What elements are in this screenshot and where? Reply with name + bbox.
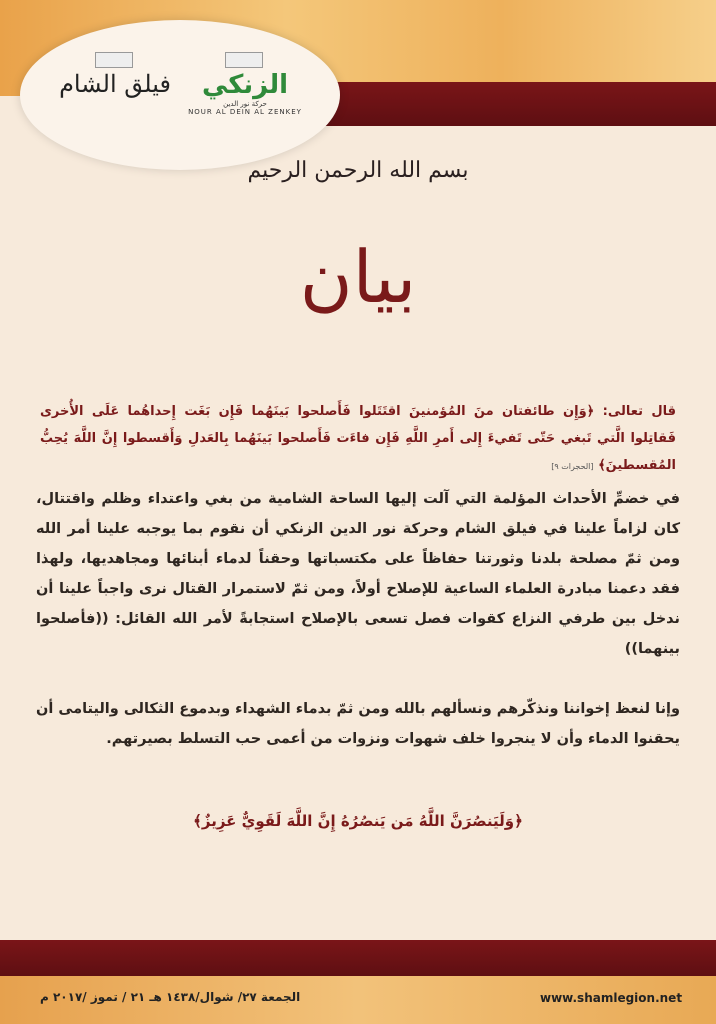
statement-paragraph: في خضمِّ الأحداث المؤلمة التي آلت إليها الساحة الشامية من بغي واعتداء وظلم واقتتال، كان لزاماً علينا في فيلق الشام وحركة نور الدين الزنكي أن نقوم بما يوجبه علينا أمر الله ومن ثمّ مصلحة بلدنا وثورتنا حفاظاً على مكتسباتها وحقناً لدماء أبنائها ومجاهديها، ولهذا فقد دعمنا مبادرة العلماء الساعية للإصلاح أولاً، ومن ثمّ لاستمرار القتال نرى واجباً علينا أن ندخل بين طرفي النزاع كقوات فصل تسعى بالإصلاح استجابةً لأمر الله القائل: ((فأصلحوا بينهما)) (36, 491, 680, 657)
footer (0, 976, 716, 1024)
quran-verse (40, 398, 676, 480)
verse-text: قال تعالى: ﴿وَإِن طائفتان منَ المُؤمنينَ اقتَتَلوا فَأَصلحوا بَينَهُما فَإِن بَغَت إِحداهُما عَلَى الأُخرى فَقاتِلوا الَّتي تَبغي حَتّى تَفيءَ إِلى أَمرِ اللَّهِ فَإِن فاءَت فَأَصلحوا بَينَهُما بِالعَدلِ وَأَقسطوا إِنَّ اللَّهَ يُحِبُّ المُقسطينَ﴾ (40, 404, 676, 473)
verse-reference: [الحجرات ٩] (551, 462, 594, 471)
zenki-logo-sub-ar: حركة نور الدين (223, 100, 267, 108)
flag-icon (225, 52, 263, 68)
sham-legion-logo: فيلق الشام (59, 70, 171, 98)
zenki-logo (185, 70, 305, 116)
statement-paragraph: وإنا لنعظ إخواننا ونذكّرهم ونسألهم بالله ومن ثمّ بدماء الشهداء وبدموع الثكالى واليتامى أن يحقنوا الدماء وأن لا ينجروا خلف شهوات ونزوات من أعمى حب التسلط بصيرتهم. (36, 701, 680, 747)
zenki-logo-text: الزنكي (201, 70, 289, 100)
date-text: الجمعة ٢٧/ شوال/١٤٣٨ هـ ٢١ / تموز /٢٠١٧ م (40, 990, 301, 1004)
zenki-logo-sub-en: NOUR AL DEIN AL ZENKEY (188, 108, 302, 116)
basmala: بسم الله الرحمن الرحيم (247, 158, 469, 183)
flag-icon (95, 52, 133, 68)
header-red-strip (300, 82, 716, 126)
website-link[interactable]: www.shamlegion.net (540, 991, 683, 1005)
closing-verse: ﴿وَلَيَنصُرَنَّ اللَّهُ مَن يَنصُرُهُ إِنَّ اللَّهَ لَقَوِيٌّ عَزِيزٌ﴾ (193, 812, 523, 830)
footer-red-strip (0, 940, 716, 976)
page-title: بيان (299, 235, 417, 319)
